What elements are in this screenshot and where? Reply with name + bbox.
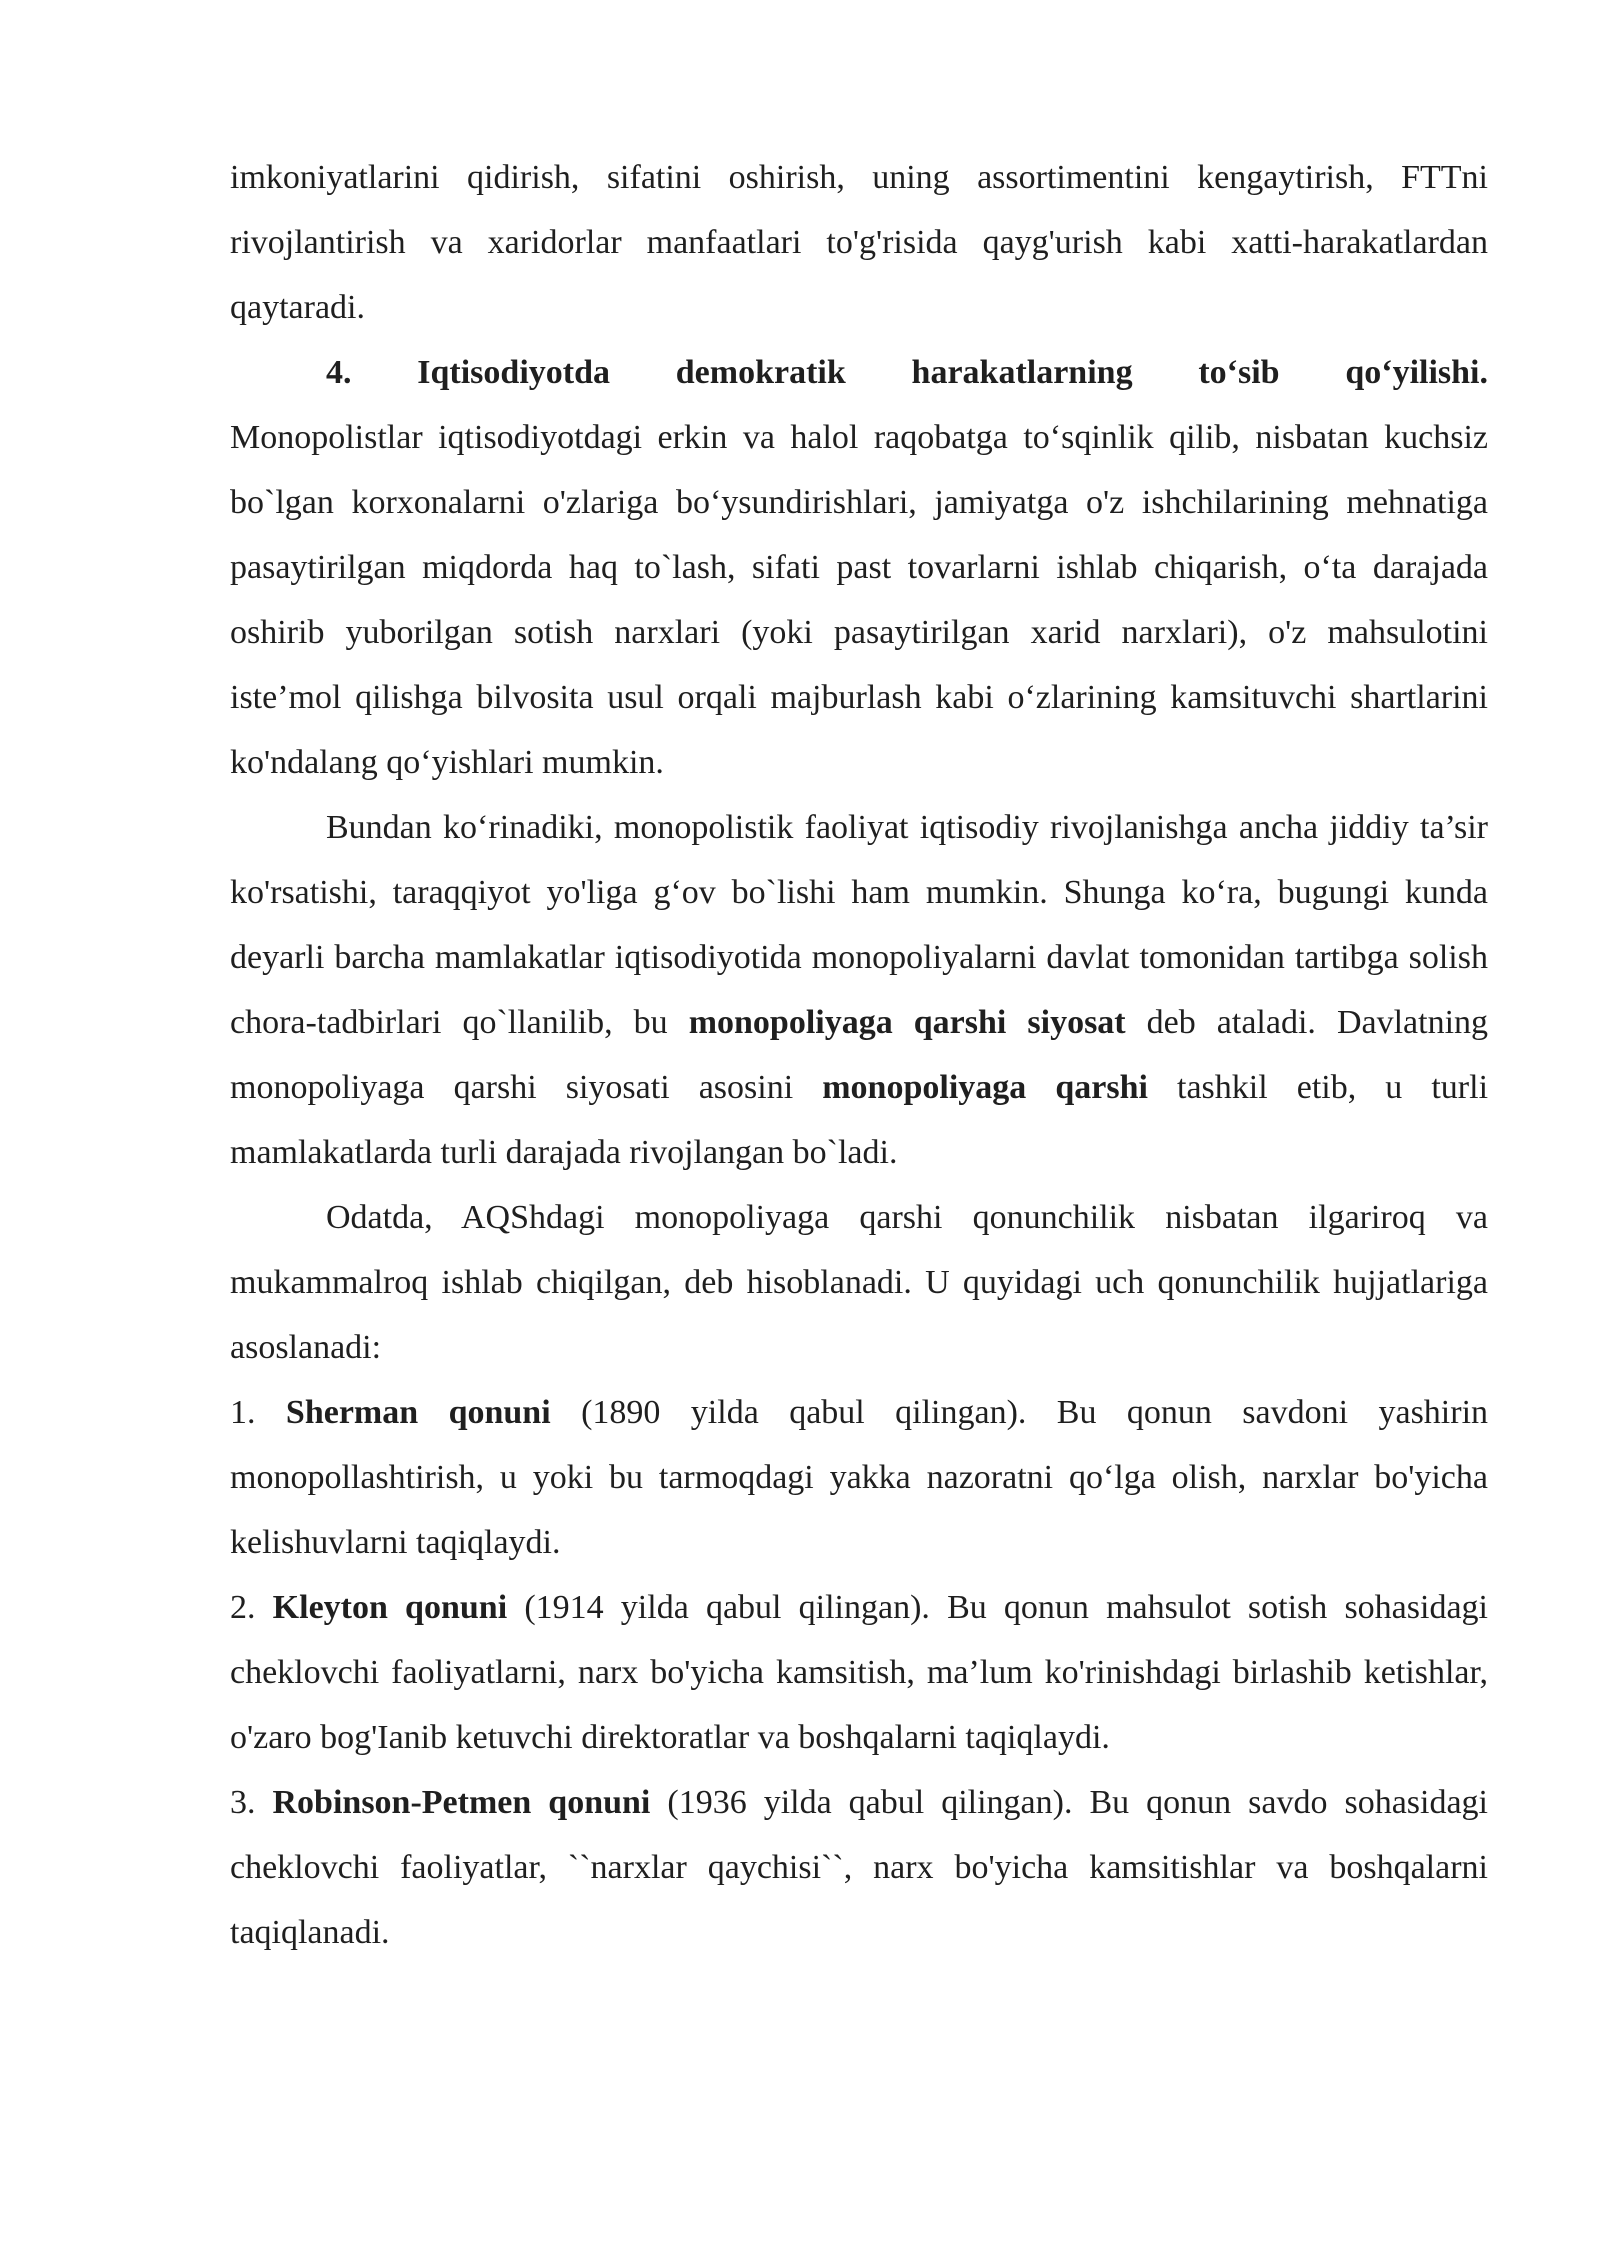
law-item-sherman [230, 1380, 1488, 1575]
paragraph-continuation [230, 145, 1488, 340]
law-name: Robinson-Petmen qonuni [272, 1784, 651, 1821]
paragraph-text: deb ataladi. Davlatning monopoliyaga qarshi siyosati asosini [230, 1004, 1489, 1106]
law-text: (1890 yilda qabul qilingan). Bu qonun savdoni yashirin monopollashtirish, u yoki bu tarmoqdagi yakka nazoratni qo‘lga olish, narxlar bo'yicha kelishuvlarni taqiqlaydi. [230, 1394, 1489, 1561]
law-name: Kleyton qonuni [272, 1589, 508, 1626]
paragraph-monopolists [230, 405, 1488, 795]
bold-term: monopoliyaga qarshi [822, 1069, 1148, 1106]
paragraph-antimonopoly-policy [230, 795, 1488, 1185]
law-item-robinson-petmen [230, 1770, 1488, 1965]
law-text: (1936 yilda qabul qilingan). Bu qonun savdo sohasidagi cheklovchi faoliyatlar, ``narxlar qaychisi``, narx bo'yicha kamsitishlar va boshqalarni taqiqlanadi. [230, 1784, 1488, 1951]
paragraph-text: Bundan ko‘rinadiki, monopolistik faoliyat iqtisodiy rivojlanishga ancha jiddiy ta’sir ko'rsatishi, taraqqiyot yo'liga g‘ov bo`lishi ham mumkin. Shunga ko‘ra, bugungi kunda deyarli barcha mamlakatlar iqtisodiyotida monopoliyalarni davlat tomonidan tartibga solish chora-tadbirlari qo`llanilib, bu [230, 809, 1488, 1041]
law-number: 2. [230, 1589, 256, 1626]
paragraph-text: Monopolistlar iqtisodiyotdagi erkin va halol raqobatga to‘sqinlik qilib, nisbatan kuchsiz bo`lgan korxonalarni o'zlariga bo‘ysundirishlari, jamiyatga o'z ishchilarining mehnatiga pasaytirilgan miqdorda haq to`lash, sifati past tovarlarni ishlab chiqarish, o‘ta darajada oshirib yuborilgan sotish narxlari (yoki pasaytirilgan xarid narxlari), o'z mahsulotini iste’mol qilishga bilvosita usul orqali majburlash kabi o‘zlarining kamsituvchi shartlarini ko'ndalang qo‘yishlari mumkin. [230, 419, 1488, 781]
law-number: 3. [230, 1784, 256, 1821]
paragraph-usa-legislation [230, 1185, 1488, 1380]
paragraph-text: imkoniyatlarini qidirish, sifatini oshirish, uning assortimentini kengaytirish, FTTni rivojlantirish va xaridorlar manfaatlari to'g'risida qayg'urish kabi xatti-harakatlardan qaytaradi. [230, 159, 1488, 326]
law-item-kleyton [230, 1575, 1488, 1770]
bold-term: monopoliyaga qarshi siyosat [688, 1004, 1126, 1041]
law-name: Sherman qonuni [285, 1394, 551, 1431]
heading-text: 4. Iqtisodiyotda demokratik harakatlarning to‘sib qo‘yilishi. [326, 354, 1488, 391]
document-page [230, 145, 1488, 1965]
law-text: (1914 yilda qabul qilingan). Bu qonun mahsulot sotish sohasidagi cheklovchi faoliyatlarni, narx bo'yicha kamsitish, ma’lum ko'rinishdagi birlashib ketishlar, o'zaro bog'Ianib ketuvchi direktoratlar va boshqalarni taqiqlaydi. [230, 1589, 1488, 1756]
law-number: 1. [230, 1394, 256, 1431]
section-heading-4 [230, 340, 1488, 405]
paragraph-text: tashkil etib, u turli mamlakatlarda turli darajada rivojlangan bo`ladi. [230, 1069, 1489, 1171]
paragraph-text: Odatda, AQShdagi monopoliyaga qarshi qonunchilik nisbatan ilgariroq va mukammalroq ishlab chiqilgan, deb hisoblanadi. U quyidagi uch qonunchilik hujjatlariga asoslanadi: [230, 1199, 1488, 1366]
